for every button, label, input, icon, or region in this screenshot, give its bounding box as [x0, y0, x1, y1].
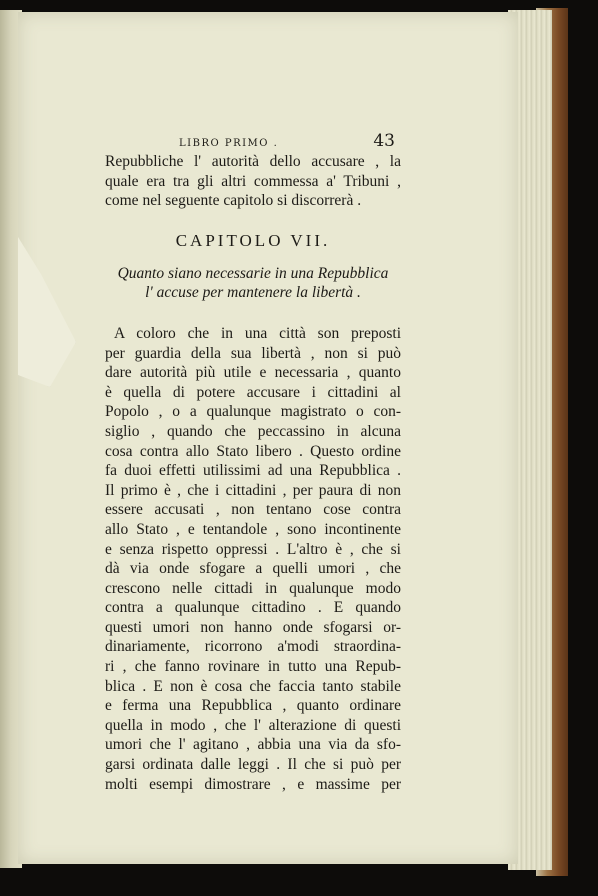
chapter-title: CAPITOLO VII. — [175, 230, 331, 250]
text-line: e ferma una Repubblica , quanto ordinare — [105, 697, 401, 715]
text-line: siglio , quando che peccassino in alcuna — [105, 422, 401, 440]
text-line: è quella di potere accusare i cittadini al — [105, 383, 401, 401]
body-paragraph — [105, 324, 401, 794]
text-line: ri , che fanno rovinare in tutto una Repub- — [105, 658, 401, 676]
folded-page-corner — [18, 237, 76, 387]
subtitle-line: l' accuse per mantenere la libertà . — [145, 284, 361, 302]
text-line: blica . E non è cosa che faccia tanto stabile — [105, 677, 401, 695]
text-line: crescono nelle cittadi in qualunque modo — [105, 579, 401, 597]
book-page — [18, 12, 518, 864]
text-line: quale era tra gli altri commessa a' Tribuni , — [105, 172, 401, 190]
text-line: Il primo è , che i cittadini , per paura di non — [105, 481, 401, 499]
text-line: per guardia della sua libertà , non si può — [105, 344, 401, 362]
page-text — [105, 130, 401, 794]
text-line: come nel seguente capitolo si discorrerà . — [105, 192, 362, 210]
text-line: essere accusati , non tentano cose contra — [105, 501, 401, 519]
text-line: Repubbliche l' autorità dello accusare , la — [105, 153, 401, 170]
text-line: Popolo , o a qualunque magistrato o con- — [105, 403, 401, 421]
running-head — [105, 130, 401, 152]
text-line: allo Stato , e tentandole , sono incontinente — [105, 520, 401, 538]
text-line: questi umori non hanno onde sfogarsi or- — [105, 618, 401, 636]
text-line: quella in modo , che l' alterazione di questi — [105, 716, 401, 734]
text-line: cosa contra allo Stato libero . Questo ordine — [105, 442, 401, 460]
text-line: dinariamente, ricorrono a'modi straordina- — [105, 638, 401, 656]
running-title: LIBRO PRIMO . — [179, 138, 279, 149]
text-line: dare autorità più utile e necessaria , quanto — [105, 364, 401, 382]
page-number: 43 — [373, 131, 395, 151]
text-line: A coloro che in una città son preposti — [114, 324, 401, 342]
text-line: molti esempi dimostrare , e massime per — [105, 775, 401, 793]
text-line: contra a qualunque cittadino . E quando — [105, 599, 401, 617]
text-line: umori che l' agitano , abbia una via da sfo- — [105, 736, 401, 754]
text-line: e senza rispetto oppressi . L'altro è , che si — [105, 540, 401, 558]
chapter-subtitle — [105, 264, 401, 303]
subtitle-line: Quanto siano necessarie in una Repubblica — [117, 264, 389, 282]
text-line: dà via onde sfogare a quelli umori , che — [105, 560, 401, 578]
opening-paragraph — [105, 152, 401, 211]
text-line: garsi ordinata dalle leggi . Il che si può per — [105, 756, 401, 774]
text-line: fa duoi effetti utilissimi ad una Repubblica . — [105, 462, 401, 480]
